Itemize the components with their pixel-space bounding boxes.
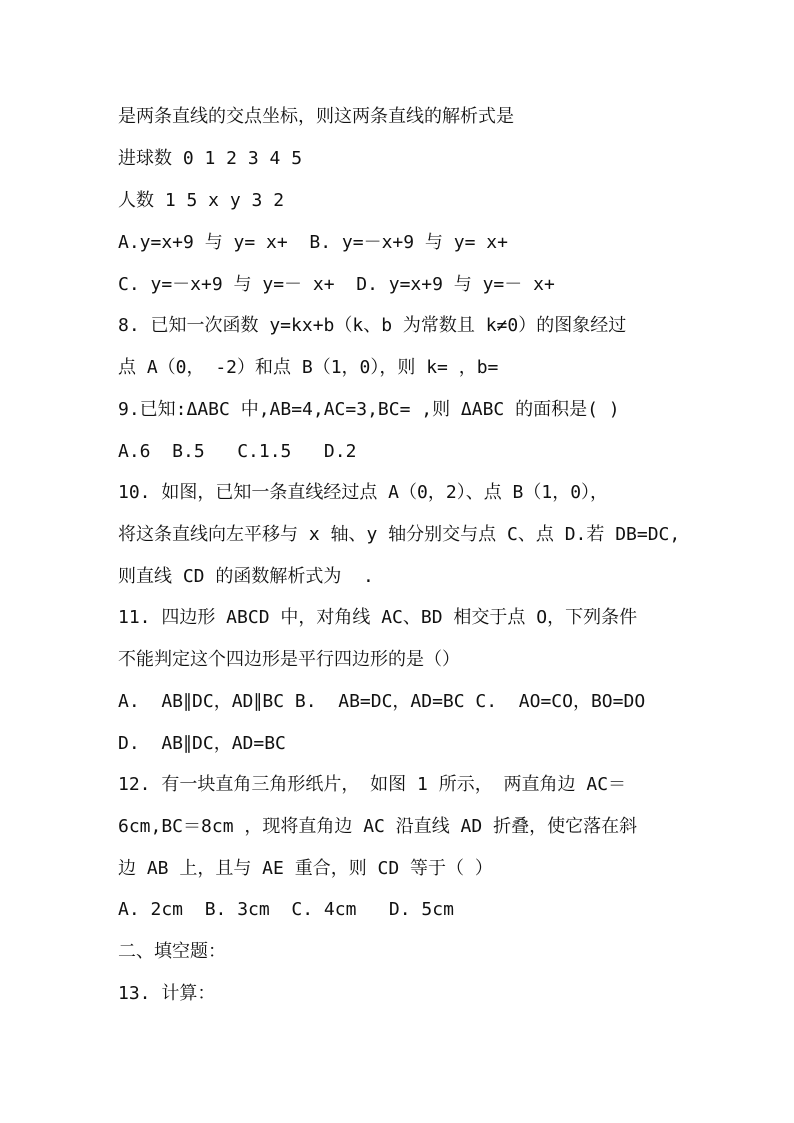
question-10-line-2: 将这条直线向左平移与 x 轴、y 轴分别交与点 C、点 D.若 DB=DC, — [118, 524, 681, 545]
text-line-2: 进球数 0 1 2 3 4 5 — [118, 148, 303, 169]
question-11-line-1: 11. 四边形 ABCD 中，对角线 AC、BD 相交于点 O，下列条件 — [118, 607, 638, 628]
question-11-options-1: A. AB∥DC，AD∥BC B. AB=DC，AD=BC C. AO=CO，BO=DO — [118, 691, 646, 712]
text-line-3: 人数 1 5 x y 3 2 — [118, 190, 285, 211]
text-line-4: A.y=x+9 与 y= x+ B. y=－x+9 与 y= x+ — [118, 232, 508, 253]
question-11-options-2: D. AB∥DC，AD=BC — [118, 733, 286, 754]
text-line-5: C. y=－x+9 与 y=－ x+ D. y=x+9 与 y=－ x+ — [118, 274, 555, 295]
question-10-line-3: 则直线 CD 的函数解析式为 . — [118, 566, 374, 587]
question-12-options: A. 2cm B. 3cm C. 4cm D. 5cm — [118, 899, 454, 920]
question-10-line-1: 10. 如图，已知一条直线经过点 A（0，2）、点 B（1，0）， — [118, 482, 609, 503]
question-8-line-1: 8. 已知一次函数 y=kx+b（k、b 为常数且 k≠0）的图象经过 — [118, 315, 627, 336]
text-line-1: 是两条直线的交点坐标，则这两条直线的解析式是 — [118, 106, 514, 127]
question-9-options: A.6 B.5 C.1.5 D.2 — [118, 441, 357, 462]
question-12-line-2: 6cm,BC＝8cm ，现将直角边 AC 沿直线 AD 折叠，使它落在斜 — [118, 816, 638, 837]
question-12-line-1: 12. 有一块直角三角形纸片， 如图 1 所示， 两直角边 AC＝ — [118, 774, 627, 795]
question-9-line-1: 9.已知:ΔABC 中,AB=4,AC=3,BC= ,则 ΔABC 的面积是( ) — [118, 399, 620, 420]
question-12-line-3: 边 AB 上，且与 AE 重合，则 CD 等于（ ） — [118, 858, 493, 879]
section-heading-fill-in: 二、填空题： — [118, 941, 226, 962]
question-13-line-1: 13. 计算： — [118, 983, 216, 1004]
question-11-line-2: 不能判定这个四边形是平行四边形的是（） — [118, 649, 460, 670]
question-8-line-2: 点 A（0， -2）和点 B（1，0），则 k= ，b= — [118, 357, 499, 378]
